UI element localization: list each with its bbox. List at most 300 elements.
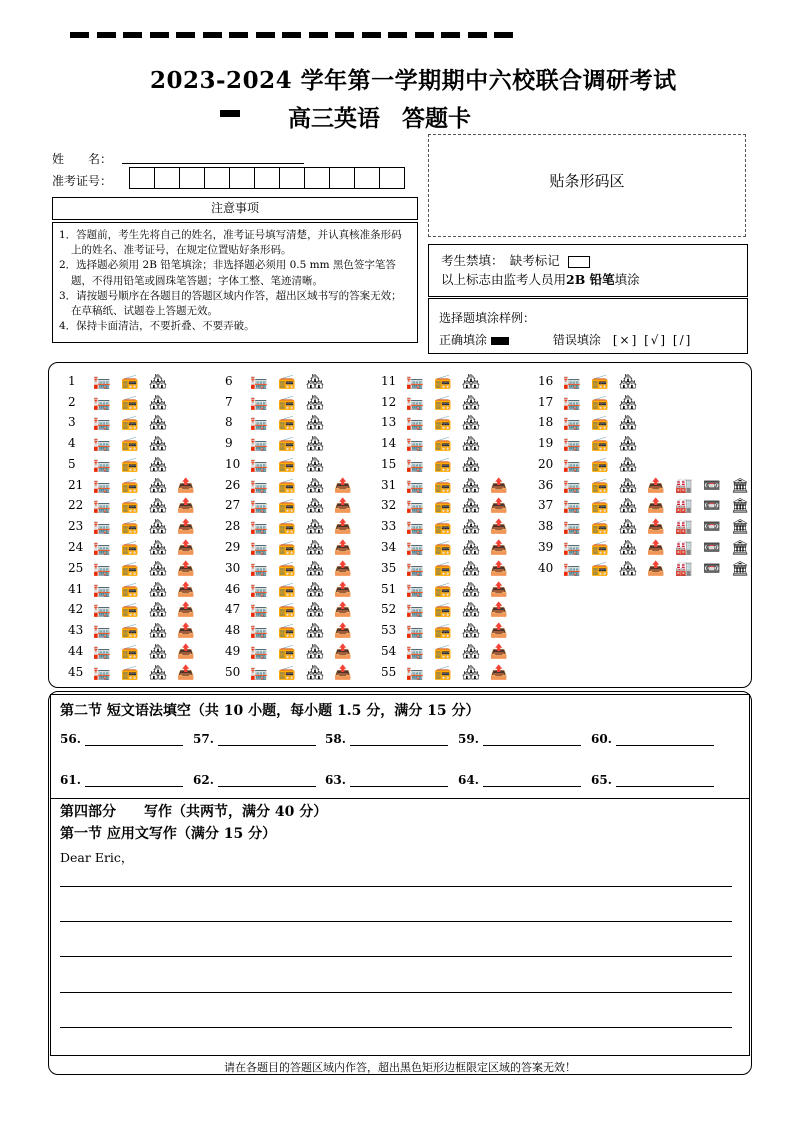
timing-mark bbox=[220, 110, 240, 117]
answer-bubble-q39-option4[interactable]: 📤 bbox=[647, 540, 665, 556]
answer-bubble-q42-option4[interactable]: 📤 bbox=[177, 602, 195, 618]
answer-bubble-q45-option2[interactable]: 📻 bbox=[121, 665, 139, 681]
answer-bubble-q37-option2[interactable]: 📻 bbox=[591, 498, 609, 514]
answer-bubble-q24-option4[interactable]: 📤 bbox=[177, 540, 195, 556]
answer-bubble-q37-option5[interactable]: 🏭 bbox=[675, 498, 693, 514]
timing-mark bbox=[468, 32, 487, 38]
question-number: 15 bbox=[381, 457, 397, 471]
timing-mark bbox=[203, 32, 222, 38]
footer-warning: 请在各题目的答题区域内作答，超出黑色矩形边框限定区域的答案无效！ bbox=[224, 1061, 576, 1074]
question-number: 2 bbox=[68, 395, 76, 409]
answer-bubble-q21-option3[interactable]: 🏘 bbox=[149, 478, 167, 494]
answer-bubble-q38-option2[interactable]: 📻 bbox=[591, 519, 609, 535]
answer-bubble-q7-option1[interactable]: 🏣 bbox=[250, 395, 268, 411]
answer-bubble-q41-option3[interactable]: 🏘 bbox=[149, 582, 167, 598]
answer-bubble-q6-option1[interactable]: 🏣 bbox=[250, 374, 268, 390]
answer-bubble-q42-option3[interactable]: 🏘 bbox=[149, 602, 167, 618]
answer-bubble-q27-option3[interactable]: 🏘 bbox=[306, 498, 324, 514]
answer-bubble-q27-option2[interactable]: 📻 bbox=[278, 498, 296, 514]
id-digit-box[interactable] bbox=[179, 167, 205, 189]
blank-62[interactable]: 62. bbox=[193, 773, 316, 787]
answer-bubble-q33-option2[interactable]: 📻 bbox=[434, 519, 452, 535]
answer-bubble-q50-option3[interactable]: 🏘 bbox=[306, 665, 324, 681]
answer-bubble-q33-option4[interactable]: 📤 bbox=[490, 519, 508, 535]
answer-bubble-q30-option1[interactable]: 🏣 bbox=[250, 561, 268, 577]
answer-bubble-q11-option3[interactable]: 🏘 bbox=[462, 374, 480, 390]
answer-bubble-q36-option5[interactable]: 🏭 bbox=[675, 478, 693, 494]
question-number: 49 bbox=[225, 644, 241, 658]
answer-bubble-q11-option1[interactable]: 🏣 bbox=[406, 374, 424, 390]
answer-bubble-q38-option4[interactable]: 📤 bbox=[647, 519, 665, 535]
answer-bubble-q10-option2[interactable]: 📻 bbox=[278, 457, 296, 473]
answer-bubble-q18-option2[interactable]: 📻 bbox=[591, 415, 609, 431]
answer-bubble-q39-option7[interactable]: 🏛 bbox=[731, 540, 749, 556]
answer-bubble-q2-option3[interactable]: 🏘 bbox=[149, 395, 167, 411]
answer-bubble-q51-option4[interactable]: 📤 bbox=[490, 582, 508, 598]
answer-bubble-q53-option2[interactable]: 📻 bbox=[434, 623, 452, 639]
answer-bubble-q45-option4[interactable]: 📤 bbox=[177, 665, 195, 681]
answer-bubble-q43-option4[interactable]: 📤 bbox=[177, 623, 195, 639]
answer-bubble-q6-option3[interactable]: 🏘 bbox=[306, 374, 324, 390]
answer-bubble-q25-option1[interactable]: 🏣 bbox=[93, 561, 111, 577]
answer-bubble-q28-option1[interactable]: 🏣 bbox=[250, 519, 268, 535]
answer-bubble-q52-option4[interactable]: 📤 bbox=[490, 602, 508, 618]
answer-bubble-q36-option3[interactable]: 🏘 bbox=[619, 478, 637, 494]
answer-bubble-q16-option1[interactable]: 🏣 bbox=[563, 374, 581, 390]
filled-sample-mark bbox=[491, 337, 509, 345]
answer-bubble-q17-option3[interactable]: 🏘 bbox=[619, 395, 637, 411]
answer-bubble-q5-option2[interactable]: 📻 bbox=[121, 457, 139, 473]
answer-bubble-q43-option1[interactable]: 🏣 bbox=[93, 623, 111, 639]
answer-bubble-q4-option3[interactable]: 🏘 bbox=[149, 436, 167, 452]
answer-bubble-q44-option4[interactable]: 📤 bbox=[177, 644, 195, 660]
id-digit-box[interactable] bbox=[279, 167, 305, 189]
answer-bubble-q9-option1[interactable]: 🏣 bbox=[250, 436, 268, 452]
answer-bubble-q8-option1[interactable]: 🏣 bbox=[250, 415, 268, 431]
answer-bubble-q54-option2[interactable]: 📻 bbox=[434, 644, 452, 660]
answer-bubble-q39-option6[interactable]: 📼 bbox=[703, 540, 721, 556]
answer-bubble-q26-option4[interactable]: 📤 bbox=[334, 478, 352, 494]
answer-bubble-q50-option4[interactable]: 📤 bbox=[334, 665, 352, 681]
answer-bubble-q52-option1[interactable]: 🏣 bbox=[406, 602, 424, 618]
answer-bubble-q11-option2[interactable]: 📻 bbox=[434, 374, 452, 390]
answer-bubble-q13-option3[interactable]: 🏘 bbox=[462, 415, 480, 431]
id-digit-box[interactable] bbox=[154, 167, 180, 189]
answer-bubble-q55-option4[interactable]: 📤 bbox=[490, 665, 508, 681]
answer-bubble-q44-option3[interactable]: 🏘 bbox=[149, 644, 167, 660]
answer-bubble-q2-option2[interactable]: 📻 bbox=[121, 395, 139, 411]
answer-bubble-q15-option3[interactable]: 🏘 bbox=[462, 457, 480, 473]
question-number: 36 bbox=[538, 478, 554, 492]
answer-bubble-q16-option2[interactable]: 📻 bbox=[591, 374, 609, 390]
answer-bubble-q29-option2[interactable]: 📻 bbox=[278, 540, 296, 556]
answer-bubble-q33-option3[interactable]: 🏘 bbox=[462, 519, 480, 535]
part4-title: 第四部分 写作（共两节，满分 40 分） bbox=[60, 804, 328, 820]
card-subtitle bbox=[288, 100, 471, 133]
answer-bubble-q48-option1[interactable]: 🏣 bbox=[250, 623, 268, 639]
answer-bubble-q45-option1[interactable]: 🏣 bbox=[93, 665, 111, 681]
answer-bubble-q30-option4[interactable]: 📤 bbox=[334, 561, 352, 577]
answer-bubble-q39-option5[interactable]: 🏭 bbox=[675, 540, 693, 556]
answer-bubble-q50-option1[interactable]: 🏣 bbox=[250, 665, 268, 681]
id-digit-box[interactable] bbox=[229, 167, 255, 189]
answer-bubble-q14-option3[interactable]: 🏘 bbox=[462, 436, 480, 452]
answer-bubble-q18-option3[interactable]: 🏘 bbox=[619, 415, 637, 431]
blank-59[interactable]: 59. bbox=[458, 732, 581, 746]
answer-bubble-q40-option4[interactable]: 📤 bbox=[647, 561, 665, 577]
fill-sample-box bbox=[428, 298, 748, 354]
answer-bubble-q45-option3[interactable]: 🏘 bbox=[149, 665, 167, 681]
id-digit-box[interactable] bbox=[329, 167, 355, 189]
answer-bubble-q52-option3[interactable]: 🏘 bbox=[462, 602, 480, 618]
question-number: 34 bbox=[381, 540, 397, 554]
answer-bubble-q31-option2[interactable]: 📻 bbox=[434, 478, 452, 494]
question-number: 21 bbox=[68, 478, 84, 492]
question-number: 42 bbox=[68, 602, 84, 616]
blank-64[interactable]: 64. bbox=[458, 773, 581, 787]
question-number: 24 bbox=[68, 540, 84, 554]
answer-bubble-q23-option2[interactable]: 📻 bbox=[121, 519, 139, 535]
answer-bubble-q28-option3[interactable]: 🏘 bbox=[306, 519, 324, 535]
answer-bubble-q48-option3[interactable]: 🏘 bbox=[306, 623, 324, 639]
answer-bubble-q48-option4[interactable]: 📤 bbox=[334, 623, 352, 639]
answer-bubble-q23-option1[interactable]: 🏣 bbox=[93, 519, 111, 535]
answer-bubble-q47-option3[interactable]: 🏘 bbox=[306, 602, 324, 618]
name-label: 姓 名： bbox=[52, 152, 113, 166]
answer-bubble-q54-option3[interactable]: 🏘 bbox=[462, 644, 480, 660]
timing-mark bbox=[415, 32, 434, 38]
answer-bubble-q55-option3[interactable]: 🏘 bbox=[462, 665, 480, 681]
answer-bubble-q35-option1[interactable]: 🏣 bbox=[406, 561, 424, 577]
id-label: 准考证号： bbox=[52, 174, 113, 188]
writing-line[interactable] bbox=[60, 956, 732, 957]
answer-bubble-q19-option2[interactable]: 📻 bbox=[591, 436, 609, 452]
question-number: 5 bbox=[68, 457, 76, 471]
question-number: 30 bbox=[225, 561, 241, 575]
question-number: 16 bbox=[538, 374, 554, 388]
answer-bubble-q36-option1[interactable]: 🏣 bbox=[563, 478, 581, 494]
answer-bubble-q3-option2[interactable]: 📻 bbox=[121, 415, 139, 431]
timing-mark bbox=[441, 32, 460, 38]
answer-bubble-q13-option1[interactable]: 🏣 bbox=[406, 415, 424, 431]
answer-bubble-q38-option5[interactable]: 🏭 bbox=[675, 519, 693, 535]
answer-bubble-q32-option3[interactable]: 🏘 bbox=[462, 498, 480, 514]
answer-bubble-q18-option1[interactable]: 🏣 bbox=[563, 415, 581, 431]
answer-bubble-q28-option2[interactable]: 📻 bbox=[278, 519, 296, 535]
notice-body bbox=[52, 222, 418, 343]
id-digit-box[interactable] bbox=[304, 167, 330, 189]
answer-bubble-q32-option1[interactable]: 🏣 bbox=[406, 498, 424, 514]
answer-bubble-q20-option2[interactable]: 📻 bbox=[591, 457, 609, 473]
answer-bubble-q29-option1[interactable]: 🏣 bbox=[250, 540, 268, 556]
question-number: 25 bbox=[68, 561, 84, 575]
answer-bubble-q12-option3[interactable]: 🏘 bbox=[462, 395, 480, 411]
answer-bubble-q34-option1[interactable]: 🏣 bbox=[406, 540, 424, 556]
writing-line[interactable] bbox=[60, 921, 732, 922]
answer-bubble-q1-option3[interactable]: 🏘 bbox=[149, 374, 167, 390]
answer-bubble-q46-option2[interactable]: 📻 bbox=[278, 582, 296, 598]
answer-bubble-q40-option5[interactable]: 🏭 bbox=[675, 561, 693, 577]
question-number: 37 bbox=[538, 498, 554, 512]
id-digit-box[interactable] bbox=[354, 167, 380, 189]
id-digit-box[interactable] bbox=[204, 167, 230, 189]
answer-bubble-q38-option6[interactable]: 📼 bbox=[703, 519, 721, 535]
answer-bubble-q53-option3[interactable]: 🏘 bbox=[462, 623, 480, 639]
answer-bubble-q9-option3[interactable]: 🏘 bbox=[306, 436, 324, 452]
answer-bubble-q51-option1[interactable]: 🏣 bbox=[406, 582, 424, 598]
answer-bubble-q36-option7[interactable]: 🏛 bbox=[731, 478, 749, 494]
answer-bubble-q13-option2[interactable]: 📻 bbox=[434, 415, 452, 431]
answer-bubble-q8-option3[interactable]: 🏘 bbox=[306, 415, 324, 431]
answer-bubble-q40-option6[interactable]: 📼 bbox=[703, 561, 721, 577]
answer-bubble-q48-option2[interactable]: 📻 bbox=[278, 623, 296, 639]
id-digit-box[interactable] bbox=[129, 167, 155, 189]
answer-bubble-q42-option1[interactable]: 🏣 bbox=[93, 602, 111, 618]
answer-bubble-q34-option4[interactable]: 📤 bbox=[490, 540, 508, 556]
answer-bubble-q24-option2[interactable]: 📻 bbox=[121, 540, 139, 556]
answer-bubble-q31-option1[interactable]: 🏣 bbox=[406, 478, 424, 494]
answer-bubble-q14-option1[interactable]: 🏣 bbox=[406, 436, 424, 452]
notice-heading: 注意事项 bbox=[52, 197, 418, 220]
timing-mark bbox=[335, 32, 354, 38]
question-number: 55 bbox=[381, 665, 397, 679]
answer-bubble-q35-option4[interactable]: 📤 bbox=[490, 561, 508, 577]
answer-bubble-q23-option3[interactable]: 🏘 bbox=[149, 519, 167, 535]
exam-title: 2023-2024 学年第一学期期中六校联合调研考试 bbox=[150, 67, 677, 94]
answer-bubble-q43-option2[interactable]: 📻 bbox=[121, 623, 139, 639]
answer-bubble-q1-option1[interactable]: 🏣 bbox=[93, 374, 111, 390]
answer-bubble-q47-option1[interactable]: 🏣 bbox=[250, 602, 268, 618]
timing-mark bbox=[229, 32, 248, 38]
answer-bubble-q41-option1[interactable]: 🏣 bbox=[93, 582, 111, 598]
answer-bubble-q49-option4[interactable]: 📤 bbox=[334, 644, 352, 660]
answer-bubble-q12-option2[interactable]: 📻 bbox=[434, 395, 452, 411]
question-number: 19 bbox=[538, 436, 554, 450]
answer-bubble-q49-option1[interactable]: 🏣 bbox=[250, 644, 268, 660]
answer-bubble-q47-option4[interactable]: 📤 bbox=[334, 602, 352, 618]
answer-bubble-q54-option4[interactable]: 📤 bbox=[490, 644, 508, 660]
answer-bubble-q37-option4[interactable]: 📤 bbox=[647, 498, 665, 514]
answer-bubble-q5-option1[interactable]: 🏣 bbox=[93, 457, 111, 473]
answer-bubble-q17-option1[interactable]: 🏣 bbox=[563, 395, 581, 411]
answer-bubble-q43-option3[interactable]: 🏘 bbox=[149, 623, 167, 639]
answer-bubble-q34-option2[interactable]: 📻 bbox=[434, 540, 452, 556]
answer-bubble-q46-option3[interactable]: 🏘 bbox=[306, 582, 324, 598]
question-number: 14 bbox=[381, 436, 397, 450]
answer-bubble-q36-option2[interactable]: 📻 bbox=[591, 478, 609, 494]
answer-bubble-q40-option3[interactable]: 🏘 bbox=[619, 561, 637, 577]
answer-bubble-q26-option3[interactable]: 🏘 bbox=[306, 478, 324, 494]
question-number: 27 bbox=[225, 498, 241, 512]
answer-bubble-q22-option3[interactable]: 🏘 bbox=[149, 498, 167, 514]
answer-bubble-q25-option3[interactable]: 🏘 bbox=[149, 561, 167, 577]
section2-title: 第二节 短文语法填空（共 10 小题，每小题 1.5 分，满分 15 分） bbox=[60, 703, 480, 719]
answer-bubble-q52-option2[interactable]: 📻 bbox=[434, 602, 452, 618]
answer-bubble-q37-option3[interactable]: 🏘 bbox=[619, 498, 637, 514]
answer-bubble-q39-option3[interactable]: 🏘 bbox=[619, 540, 637, 556]
blank-63[interactable]: 63. bbox=[325, 773, 448, 787]
answer-bubble-q38-option1[interactable]: 🏣 bbox=[563, 519, 581, 535]
answer-bubble-q3-option3[interactable]: 🏘 bbox=[149, 415, 167, 431]
answer-bubble-q6-option2[interactable]: 📻 bbox=[278, 374, 296, 390]
answer-bubble-q27-option1[interactable]: 🏣 bbox=[250, 498, 268, 514]
answer-bubble-q46-option4[interactable]: 📤 bbox=[334, 582, 352, 598]
question-number: 31 bbox=[381, 478, 397, 492]
timing-mark bbox=[494, 32, 513, 38]
absent-checkbox[interactable] bbox=[568, 256, 590, 268]
blank-56[interactable]: 56. bbox=[60, 732, 183, 746]
answer-bubble-q37-option7[interactable]: 🏛 bbox=[731, 498, 749, 514]
timing-mark bbox=[282, 32, 301, 38]
answer-bubble-q2-option1[interactable]: 🏣 bbox=[93, 395, 111, 411]
answer-bubble-q41-option2[interactable]: 📻 bbox=[121, 582, 139, 598]
answer-bubble-q21-option2[interactable]: 📻 bbox=[121, 478, 139, 494]
answer-bubble-q4-option1[interactable]: 🏣 bbox=[93, 436, 111, 452]
answer-bubble-q33-option1[interactable]: 🏣 bbox=[406, 519, 424, 535]
answer-bubble-q14-option2[interactable]: 📻 bbox=[434, 436, 452, 452]
notice-item: 4．保持卡面清洁，不要折叠、不要弄破。 bbox=[59, 320, 255, 333]
answer-bubble-q36-option4[interactable]: 📤 bbox=[647, 478, 665, 494]
id-number-boxes[interactable] bbox=[129, 167, 404, 189]
blank-65[interactable]: 65. bbox=[591, 773, 714, 787]
answer-bubble-q39-option2[interactable]: 📻 bbox=[591, 540, 609, 556]
answer-bubble-q32-option2[interactable]: 📻 bbox=[434, 498, 452, 514]
answer-bubble-q41-option4[interactable]: 📤 bbox=[177, 582, 195, 598]
blank-60[interactable]: 60. bbox=[591, 732, 714, 746]
question-number: 38 bbox=[538, 519, 554, 533]
answer-bubble-q4-option2[interactable]: 📻 bbox=[121, 436, 139, 452]
question-number: 4 bbox=[68, 436, 76, 450]
blank-57[interactable]: 57. bbox=[193, 732, 316, 746]
answer-bubble-q7-option3[interactable]: 🏘 bbox=[306, 395, 324, 411]
answer-bubble-q37-option1[interactable]: 🏣 bbox=[563, 498, 581, 514]
answer-bubble-q47-option2[interactable]: 📻 bbox=[278, 602, 296, 618]
answer-bubble-q31-option4[interactable]: 📤 bbox=[490, 478, 508, 494]
answer-bubble-q22-option4[interactable]: 📤 bbox=[177, 498, 195, 514]
blank-61[interactable]: 61. bbox=[60, 773, 183, 787]
answer-bubble-q7-option2[interactable]: 📻 bbox=[278, 395, 296, 411]
answer-bubble-q50-option2[interactable]: 📻 bbox=[278, 665, 296, 681]
answer-bubble-q26-option1[interactable]: 🏣 bbox=[250, 478, 268, 494]
answer-bubble-q25-option2[interactable]: 📻 bbox=[121, 561, 139, 577]
answer-bubble-q24-option1[interactable]: 🏣 bbox=[93, 540, 111, 556]
writing-line[interactable] bbox=[60, 886, 732, 887]
wrong-label: 错误填涂 bbox=[552, 333, 601, 347]
question-number: 3 bbox=[68, 415, 76, 429]
answer-bubble-q42-option2[interactable]: 📻 bbox=[121, 602, 139, 618]
answer-bubble-q5-option3[interactable]: 🏘 bbox=[149, 457, 167, 473]
question-number: 45 bbox=[68, 665, 84, 679]
correct-label: 正确填涂 bbox=[439, 333, 488, 347]
answer-bubble-q38-option3[interactable]: 🏘 bbox=[619, 519, 637, 535]
blank-58[interactable]: 58. bbox=[325, 732, 448, 746]
answer-bubble-q16-option3[interactable]: 🏘 bbox=[619, 374, 637, 390]
name-field[interactable] bbox=[122, 162, 304, 164]
answer-bubble-q40-option7[interactable]: 🏛 bbox=[731, 561, 749, 577]
answer-bubble-q55-option1[interactable]: 🏣 bbox=[406, 665, 424, 681]
answer-bubble-q8-option2[interactable]: 📻 bbox=[278, 415, 296, 431]
answer-bubble-q1-option2[interactable]: 📻 bbox=[121, 374, 139, 390]
answer-bubble-q40-option1[interactable]: 🏣 bbox=[563, 561, 581, 577]
answer-bubble-q44-option2[interactable]: 📻 bbox=[121, 644, 139, 660]
writing-line[interactable] bbox=[60, 992, 732, 993]
question-number: 52 bbox=[381, 602, 397, 616]
subject-label: 高三英语 bbox=[288, 105, 380, 132]
answer-bubble-q32-option4[interactable]: 📤 bbox=[490, 498, 508, 514]
answer-bubble-q19-option3[interactable]: 🏘 bbox=[619, 436, 637, 452]
answer-bubble-q10-option1[interactable]: 🏣 bbox=[250, 457, 268, 473]
question-number: 12 bbox=[381, 395, 397, 409]
id-digit-box[interactable] bbox=[254, 167, 280, 189]
answer-bubble-q44-option1[interactable]: 🏣 bbox=[93, 644, 111, 660]
answer-bubble-q3-option1[interactable]: 🏣 bbox=[93, 415, 111, 431]
answer-bubble-q35-option2[interactable]: 📻 bbox=[434, 561, 452, 577]
absent-note-bold: 2B 铅笔 bbox=[566, 272, 615, 287]
answer-bubble-q51-option3[interactable]: 🏘 bbox=[462, 582, 480, 598]
answer-bubble-q25-option4[interactable]: 📤 bbox=[177, 561, 195, 577]
answer-bubble-q22-option2[interactable]: 📻 bbox=[121, 498, 139, 514]
answer-bubble-q46-option1[interactable]: 🏣 bbox=[250, 582, 268, 598]
answer-bubble-q53-option1[interactable]: 🏣 bbox=[406, 623, 424, 639]
answer-bubble-q24-option3[interactable]: 🏘 bbox=[149, 540, 167, 556]
answer-bubble-q36-option6[interactable]: 📼 bbox=[703, 478, 721, 494]
answer-bubble-q12-option1[interactable]: 🏣 bbox=[406, 395, 424, 411]
answer-bubble-q28-option4[interactable]: 📤 bbox=[334, 519, 352, 535]
question-number: 50 bbox=[225, 665, 241, 679]
answer-bubble-q51-option2[interactable]: 📻 bbox=[434, 582, 452, 598]
answer-bubble-q49-option2[interactable]: 📻 bbox=[278, 644, 296, 660]
question-number: 40 bbox=[538, 561, 554, 575]
answer-bubble-q15-option2[interactable]: 📻 bbox=[434, 457, 452, 473]
answer-bubble-q23-option4[interactable]: 📤 bbox=[177, 519, 195, 535]
notice-item: 2．选择题必须用 2B 铅笔填涂；非选择题必须用 0.5 mm 黑色签字笔答题，不得用铅笔或圆珠笔答题；字体工整、笔迹清晰。 bbox=[59, 259, 396, 287]
answer-bubble-q37-option6[interactable]: 📼 bbox=[703, 498, 721, 514]
answer-bubble-q30-option3[interactable]: 🏘 bbox=[306, 561, 324, 577]
answer-bubble-q9-option2[interactable]: 📻 bbox=[278, 436, 296, 452]
answer-bubble-q54-option1[interactable]: 🏣 bbox=[406, 644, 424, 660]
answer-bubble-q35-option3[interactable]: 🏘 bbox=[462, 561, 480, 577]
answer-bubble-q34-option3[interactable]: 🏘 bbox=[462, 540, 480, 556]
question-number: 10 bbox=[225, 457, 241, 471]
answer-bubble-q20-option1[interactable]: 🏣 bbox=[563, 457, 581, 473]
answer-bubble-q27-option4[interactable]: 📤 bbox=[334, 498, 352, 514]
writing-line[interactable] bbox=[60, 1027, 732, 1028]
timing-mark bbox=[97, 32, 116, 38]
answer-bubble-q15-option1[interactable]: 🏣 bbox=[406, 457, 424, 473]
id-digit-box[interactable] bbox=[379, 167, 405, 189]
answer-bubble-q20-option3[interactable]: 🏘 bbox=[619, 457, 637, 473]
answer-bubble-q39-option1[interactable]: 🏣 bbox=[563, 540, 581, 556]
answer-bubble-q38-option7[interactable]: 🏛 bbox=[731, 519, 749, 535]
answer-bubble-q53-option4[interactable]: 📤 bbox=[490, 623, 508, 639]
answer-bubble-q21-option4[interactable]: 📤 bbox=[177, 478, 195, 494]
answer-bubble-q40-option2[interactable]: 📻 bbox=[591, 561, 609, 577]
answer-bubble-q29-option3[interactable]: 🏘 bbox=[306, 540, 324, 556]
answer-bubble-q55-option2[interactable]: 📻 bbox=[434, 665, 452, 681]
answer-bubble-q22-option1[interactable]: 🏣 bbox=[93, 498, 111, 514]
answer-bubble-q17-option2[interactable]: 📻 bbox=[591, 395, 609, 411]
absent-label: 考生禁填： 缺考标记 bbox=[441, 253, 560, 268]
answer-bubble-q49-option3[interactable]: 🏘 bbox=[306, 644, 324, 660]
question-number: 44 bbox=[68, 644, 84, 658]
answer-bubble-q21-option1[interactable]: 🏣 bbox=[93, 478, 111, 494]
answer-bubble-q19-option1[interactable]: 🏣 bbox=[563, 436, 581, 452]
answer-bubble-q30-option2[interactable]: 📻 bbox=[278, 561, 296, 577]
answer-bubble-q10-option3[interactable]: 🏘 bbox=[306, 457, 324, 473]
answer-bubble-q26-option2[interactable]: 📻 bbox=[278, 478, 296, 494]
answer-bubble-q29-option4[interactable]: 📤 bbox=[334, 540, 352, 556]
answer-bubble-q31-option3[interactable]: 🏘 bbox=[462, 478, 480, 494]
